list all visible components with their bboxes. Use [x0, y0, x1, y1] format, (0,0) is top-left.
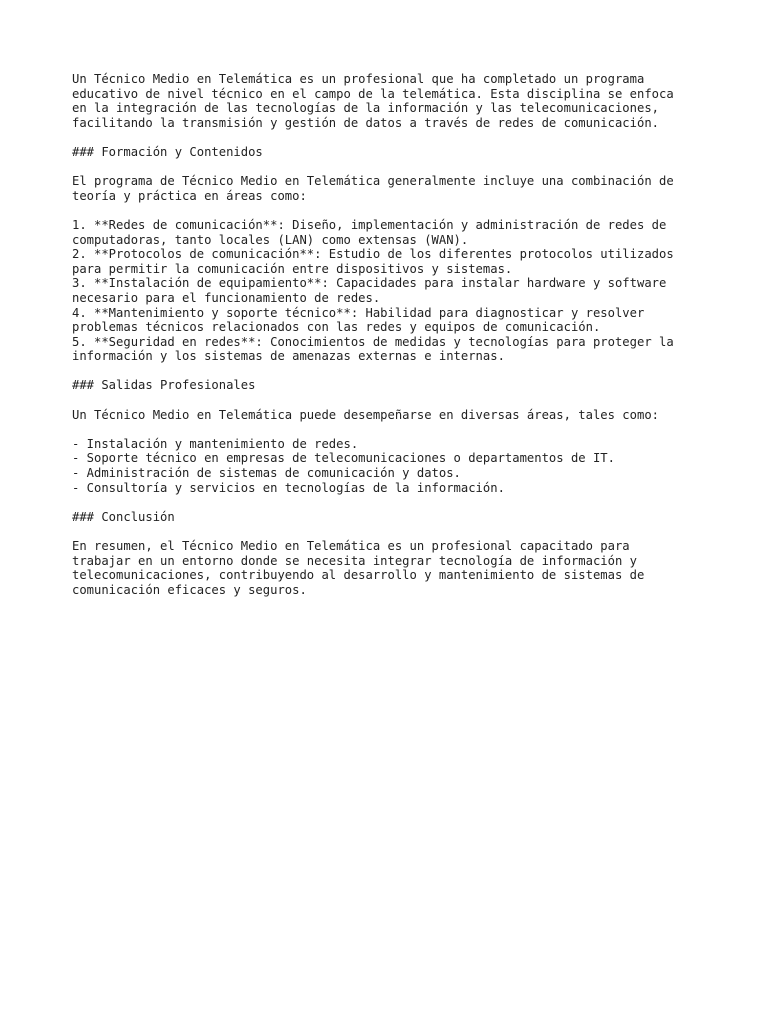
- intro-paragraph: [72, 72, 712, 130]
- salidas-intro-line: Un Técnico Medio en Telemática puede desempeñarse en diversas áreas, tales como:: [72, 407, 659, 422]
- text-line: En resumen, el Técnico Medio en Telemática es un profesional capacitado para: [72, 539, 630, 553]
- text-line: facilitando la transmisión y gestión de datos a través de redes de comunicación.: [72, 115, 659, 130]
- text-line: comunicación eficaces y seguros.: [72, 582, 307, 597]
- text-line: educativo de nivel técnico en el campo de la telemática. Esta disciplina se enfoca: [72, 86, 674, 101]
- list-item-line: información y los sistemas de amenazas externas e internas.: [72, 349, 505, 364]
- section-heading-conclusion: ### Conclusión: [72, 509, 175, 524]
- text-line: Un Técnico Medio en Telemática es un profesional que ha completado un programa: [72, 72, 645, 86]
- salidas-bullet-list: [72, 437, 712, 495]
- text-line: trabajar en un entorno donde se necesita integrar tecnología de información y: [72, 553, 637, 568]
- list-item-line: problemas técnicos relacionados con las redes y equipos de comunicación.: [72, 320, 601, 335]
- list-item-line: necesario para el funcionamiento de redes.: [72, 290, 381, 305]
- text-line: telecomunicaciones, contribuyendo al desarrollo y mantenimiento de sistemas de: [72, 568, 645, 583]
- blank-line: [72, 203, 712, 218]
- list-item-line: 1. **Redes de comunicación**: Diseño, implementación y administración de redes de: [72, 217, 667, 232]
- document-page: [72, 72, 712, 597]
- blank-line: [72, 495, 712, 510]
- list-item-line: - Consultoría y servicios en tecnologías de la información.: [72, 480, 505, 495]
- conclusion-paragraph: [72, 539, 712, 597]
- formacion-numbered-list: [72, 218, 712, 364]
- list-item-line: computadoras, tanto locales (LAN) como extensas (WAN).: [72, 232, 469, 247]
- section-heading-salidas: ### Salidas Profesionales: [72, 378, 256, 393]
- list-item-line: 4. **Mantenimiento y soporte técnico**: Habilidad para diagnosticar y resolver: [72, 305, 645, 320]
- list-item-line: 3. **Instalación de equipamiento**: Capacidades para instalar hardware y software: [72, 276, 667, 291]
- text-line: El programa de Técnico Medio en Telemática generalmente incluye una combinación de: [72, 174, 674, 189]
- list-item-line: - Administración de sistemas de comunicación y datos.: [72, 466, 461, 481]
- formacion-intro-paragraph: [72, 174, 712, 203]
- list-item-line: para permitir la comunicación entre dispositivos y sistemas.: [72, 261, 513, 276]
- list-item-line: - Soporte técnico en empresas de telecomunicaciones o departamentos de IT.: [72, 451, 615, 466]
- list-item-line: 2. **Protocolos de comunicación**: Estudio de los diferentes protocolos utilizados: [72, 247, 674, 262]
- blank-line: [72, 160, 712, 175]
- blank-line: [72, 130, 712, 145]
- blank-line: [72, 393, 712, 408]
- section-heading-formacion: ### Formación y Contenidos: [72, 144, 263, 159]
- text-line: en la integración de las tecnologías de la información y las telecomunicaciones,: [72, 101, 659, 116]
- blank-line: [72, 524, 712, 539]
- text-line: teoría y práctica en áreas como:: [72, 188, 307, 203]
- list-item-line: - Instalación y mantenimiento de redes.: [72, 436, 359, 451]
- blank-line: [72, 422, 712, 437]
- list-item-line: 5. **Seguridad en redes**: Conocimientos de medidas y tecnologías para proteger la: [72, 334, 674, 349]
- blank-line: [72, 364, 712, 379]
